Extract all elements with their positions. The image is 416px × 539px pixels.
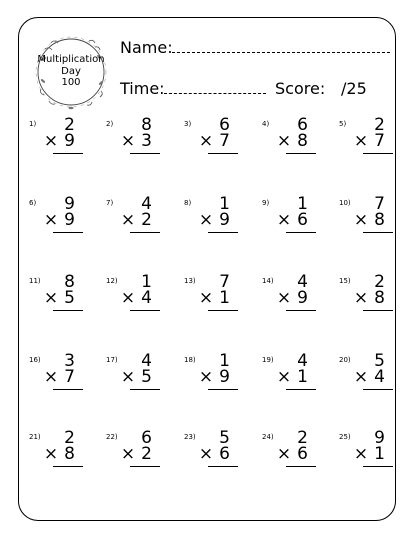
multiply-sign: × — [353, 288, 369, 308]
answer-line — [130, 232, 160, 233]
problem-bottom-row — [354, 132, 385, 151]
multiply-sign: × — [276, 288, 292, 308]
problem-bottom-row — [354, 211, 385, 230]
problem-item — [339, 272, 399, 327]
problem-number: 25) — [339, 433, 351, 441]
problem-bottom-factor: 4 — [141, 288, 152, 308]
problem-number: 11) — [29, 277, 41, 285]
problem-number: 17) — [106, 356, 118, 364]
problem-number: 7) — [106, 199, 114, 207]
name-label: Name: — [120, 38, 173, 57]
worksheet-border — [18, 17, 396, 521]
problem-top-factor: 4 — [141, 351, 152, 371]
problem-number: 9) — [262, 199, 270, 207]
problem-number: 6) — [29, 199, 37, 207]
multiply-sign: × — [120, 131, 136, 151]
problem-item — [106, 272, 166, 327]
problem-bottom-row — [277, 211, 308, 230]
problem-number: 8) — [184, 199, 192, 207]
badge-day: Day — [61, 66, 81, 77]
problem-bottom-factor: 8 — [297, 131, 308, 151]
multiply-sign: × — [353, 444, 369, 464]
problem-number: 15) — [339, 277, 351, 285]
answer-line — [130, 389, 160, 390]
problem-bottom-row — [121, 289, 152, 308]
problem-bottom-row — [121, 132, 152, 151]
multiply-sign: × — [353, 210, 369, 230]
problem-item — [184, 272, 244, 327]
problem-top-factor: 4 — [297, 272, 308, 292]
problem-number: 3) — [184, 120, 192, 128]
problem-bottom-factor: 1 — [219, 288, 230, 308]
problem-number: 5) — [339, 120, 347, 128]
answer-line — [363, 232, 393, 233]
problem-top-factor: 8 — [141, 115, 152, 135]
answer-line — [130, 153, 160, 154]
problem-bottom-factor: 9 — [64, 131, 75, 151]
multiply-sign: × — [198, 131, 214, 151]
score-total: /25 — [341, 79, 367, 98]
problem-item — [106, 115, 166, 170]
problem-number: 13) — [184, 277, 196, 285]
answer-line — [286, 310, 316, 311]
multiply-sign: × — [353, 367, 369, 387]
problem-bottom-factor: 8 — [374, 288, 385, 308]
multiply-sign: × — [43, 288, 59, 308]
problem-bottom-row — [277, 368, 308, 387]
problem-bottom-factor: 6 — [297, 444, 308, 464]
problem-top-factor: 2 — [64, 428, 75, 448]
problem-item — [262, 351, 322, 406]
problem-bottom-factor: 9 — [64, 210, 75, 230]
badge-number: 100 — [61, 77, 81, 88]
problem-number: 14) — [262, 277, 274, 285]
problem-number: 16) — [29, 356, 41, 364]
multiply-sign: × — [120, 367, 136, 387]
problem-top-factor: 6 — [141, 428, 152, 448]
problem-number: 20) — [339, 356, 351, 364]
answer-line — [363, 310, 393, 311]
problem-number: 22) — [106, 433, 118, 441]
time-label: Time: — [120, 79, 165, 98]
problem-number: 19) — [262, 356, 274, 364]
problem-bottom-row — [354, 289, 385, 308]
multiply-sign: × — [198, 444, 214, 464]
problem-top-factor: 2 — [297, 428, 308, 448]
answer-line — [363, 466, 393, 467]
badge-title: Multiplication — [37, 54, 105, 65]
day-badge — [31, 29, 111, 114]
problem-number: 23) — [184, 433, 196, 441]
problem-bottom-factor: 6 — [297, 210, 308, 230]
multiply-sign: × — [276, 367, 292, 387]
multiply-sign: × — [353, 131, 369, 151]
problem-top-factor: 2 — [64, 115, 75, 135]
problem-item — [184, 428, 244, 483]
answer-line — [286, 153, 316, 154]
multiply-sign: × — [276, 131, 292, 151]
problem-bottom-row — [199, 211, 230, 230]
problem-top-factor: 1 — [141, 272, 152, 292]
problem-bottom-row — [121, 445, 152, 464]
answer-line — [208, 153, 238, 154]
answer-line — [286, 466, 316, 467]
problem-bottom-factor: 9 — [219, 367, 230, 387]
problem-bottom-row — [199, 289, 230, 308]
multiply-sign: × — [43, 367, 59, 387]
problem-item — [339, 351, 399, 406]
multiply-sign: × — [276, 210, 292, 230]
problem-number: 12) — [106, 277, 118, 285]
problem-item — [29, 194, 89, 249]
answer-line — [130, 466, 160, 467]
problem-bottom-factor: 2 — [141, 444, 152, 464]
problem-item — [262, 272, 322, 327]
problem-item — [29, 351, 89, 406]
problem-item — [339, 115, 399, 170]
problem-top-factor: 8 — [64, 272, 75, 292]
problem-bottom-factor: 7 — [64, 367, 75, 387]
problem-bottom-row — [44, 368, 75, 387]
problem-item — [106, 194, 166, 249]
problem-bottom-factor: 9 — [219, 210, 230, 230]
problem-bottom-row — [44, 289, 75, 308]
answer-line — [53, 153, 83, 154]
problem-bottom-row — [354, 368, 385, 387]
problem-number: 24) — [262, 433, 274, 441]
problem-bottom-row — [277, 132, 308, 151]
time-field[interactable] — [164, 93, 266, 94]
problem-number: 4) — [262, 120, 270, 128]
problem-item — [184, 351, 244, 406]
problem-bottom-row — [199, 132, 230, 151]
problem-bottom-row — [44, 132, 75, 151]
problem-number: 2) — [106, 120, 114, 128]
problem-bottom-factor: 5 — [64, 288, 75, 308]
problem-bottom-factor: 4 — [374, 367, 385, 387]
multiply-sign: × — [43, 131, 59, 151]
answer-line — [208, 232, 238, 233]
problem-item — [184, 115, 244, 170]
problem-item — [262, 115, 322, 170]
problem-number: 10) — [339, 199, 351, 207]
problem-bottom-factor: 2 — [141, 210, 152, 230]
problem-bottom-row — [277, 445, 308, 464]
problem-bottom-row — [121, 211, 152, 230]
problem-bottom-factor: 9 — [297, 288, 308, 308]
answer-line — [363, 389, 393, 390]
multiply-sign: × — [120, 288, 136, 308]
problem-top-factor: 4 — [297, 351, 308, 371]
multiply-sign: × — [43, 210, 59, 230]
problem-item — [29, 272, 89, 327]
answer-line — [286, 232, 316, 233]
problem-top-factor: 7 — [374, 194, 385, 214]
problem-item — [106, 428, 166, 483]
problem-number: 1) — [29, 120, 37, 128]
problem-bottom-factor: 1 — [297, 367, 308, 387]
problem-item — [339, 194, 399, 249]
multiply-sign: × — [198, 210, 214, 230]
problem-top-factor: 6 — [219, 115, 230, 135]
problem-top-factor: 7 — [219, 272, 230, 292]
problem-bottom-factor: 5 — [141, 367, 152, 387]
problem-bottom-factor: 7 — [219, 131, 230, 151]
problem-item — [262, 194, 322, 249]
multiply-sign: × — [120, 210, 136, 230]
answer-line — [53, 310, 83, 311]
problem-top-factor: 2 — [374, 272, 385, 292]
problem-item — [339, 428, 399, 483]
problem-bottom-factor: 3 — [141, 131, 152, 151]
multiply-sign: × — [43, 444, 59, 464]
problem-top-factor: 5 — [374, 351, 385, 371]
problem-bottom-factor: 8 — [374, 210, 385, 230]
answer-line — [286, 389, 316, 390]
problem-top-factor: 6 — [297, 115, 308, 135]
problem-bottom-row — [354, 445, 385, 464]
problem-top-factor: 4 — [141, 194, 152, 214]
problem-bottom-factor: 7 — [374, 131, 385, 151]
problem-bottom-row — [199, 368, 230, 387]
problem-item — [262, 428, 322, 483]
problem-bottom-row — [277, 289, 308, 308]
answer-line — [208, 389, 238, 390]
problem-item — [184, 194, 244, 249]
problem-top-factor: 3 — [64, 351, 75, 371]
answer-line — [208, 466, 238, 467]
problem-top-factor: 1 — [219, 351, 230, 371]
answer-line — [208, 310, 238, 311]
problem-bottom-row — [199, 445, 230, 464]
answer-line — [130, 310, 160, 311]
problem-item — [29, 428, 89, 483]
problem-top-factor: 1 — [297, 194, 308, 214]
problem-bottom-factor: 6 — [219, 444, 230, 464]
multiply-sign: × — [198, 367, 214, 387]
answer-line — [53, 389, 83, 390]
problem-number: 18) — [184, 356, 196, 364]
multiply-sign: × — [120, 444, 136, 464]
problem-item — [29, 115, 89, 170]
answer-line — [363, 153, 393, 154]
answer-line — [53, 466, 83, 467]
problem-top-factor: 1 — [219, 194, 230, 214]
problem-item — [106, 351, 166, 406]
problem-top-factor: 5 — [219, 428, 230, 448]
answer-line — [53, 232, 83, 233]
problem-bottom-row — [44, 445, 75, 464]
problem-top-factor: 9 — [64, 194, 75, 214]
problem-top-factor: 2 — [374, 115, 385, 135]
problem-number: 21) — [29, 433, 41, 441]
problem-bottom-row — [44, 211, 75, 230]
problem-bottom-row — [121, 368, 152, 387]
name-field[interactable] — [172, 52, 390, 53]
problem-bottom-factor: 8 — [64, 444, 75, 464]
problem-bottom-factor: 1 — [374, 444, 385, 464]
multiply-sign: × — [198, 288, 214, 308]
score-label: Score: — [275, 79, 326, 98]
multiply-sign: × — [276, 444, 292, 464]
problem-top-factor: 9 — [374, 428, 385, 448]
